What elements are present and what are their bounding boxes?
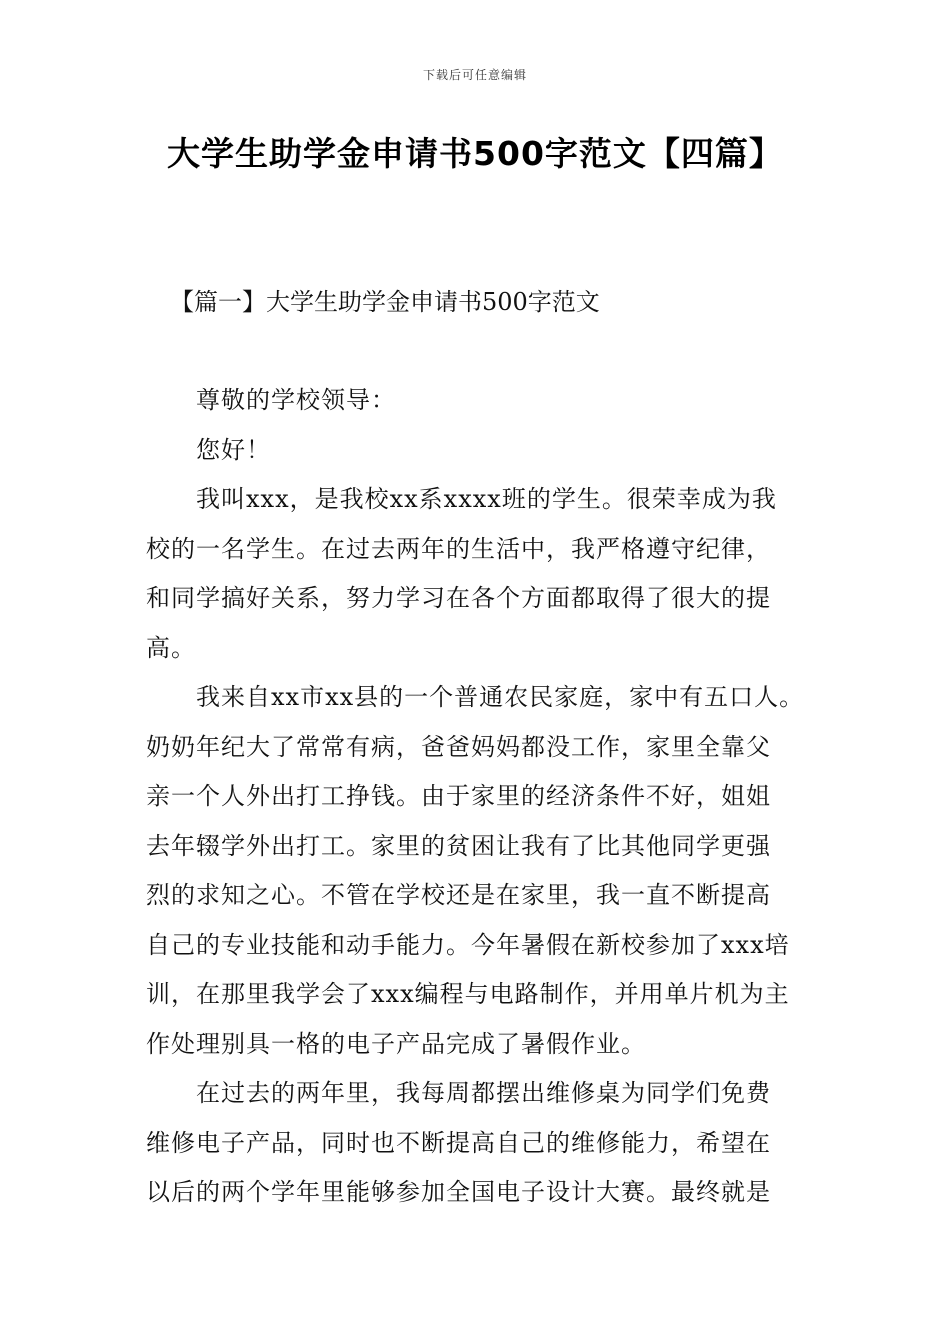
section-heading: 【篇一】大学生助学金申请书500字范文 bbox=[170, 288, 600, 316]
paragraph-line: 我叫xxx，是我校xx系xxxx班的学生。很荣幸成为我 bbox=[196, 485, 777, 513]
paragraph-line: 高。 bbox=[146, 633, 196, 662]
paragraph-line: 我来自xx市xx县的一个普通农民家庭，家中有五口人。 bbox=[196, 683, 805, 711]
paragraph-line: 在过去的两年里，我每周都摆出维修桌为同学们免费 bbox=[196, 1079, 771, 1107]
document-title: 大学生助学金申请书500字范文【四篇】 bbox=[167, 134, 783, 173]
paragraph-line: 去年辍学外出打工。家里的贫困让我有了比其他同学更强 bbox=[146, 831, 771, 860]
salutation-line: 尊敬的学校领导： bbox=[196, 386, 396, 414]
paragraph-line: 以后的两个学年里能够参加全国电子设计大赛。最终就是 bbox=[146, 1178, 771, 1206]
paragraph-line: 和同学搞好关系，努力学习在各个方面都取得了很大的提 bbox=[146, 584, 771, 612]
paragraph-line: 校的一名学生。在过去两年的生活中，我严格遵守纪律， bbox=[146, 534, 771, 563]
paragraph-line: 作处理别具一格的电子产品完成了暑假作业。 bbox=[146, 1029, 646, 1058]
paragraph-line: 自己的专业技能和动手能力。今年暑假在新校参加了xxx培 bbox=[146, 930, 790, 959]
paragraph-line: 训，在那里我学会了xxx编程与电路制作，并用单片机为主 bbox=[146, 980, 790, 1008]
paragraph-line: 烈的求知之心。不管在学校还是在家里，我一直不断提高 bbox=[146, 881, 771, 909]
paragraph-line: 奶奶年纪大了常常有病，爸爸妈妈都没工作，家里全靠父 bbox=[146, 732, 771, 761]
letter-body bbox=[146, 376, 826, 1218]
greeting-line: 您好！ bbox=[196, 435, 271, 464]
header-note: 下载后可任意编辑 bbox=[422, 68, 527, 82]
paragraph-line: 维修电子产品，同时也不断提高自己的维修能力，希望在 bbox=[146, 1128, 771, 1157]
paragraph-line: 亲一个人外出打工挣钱。由于家里的经济条件不好，姐姐 bbox=[146, 782, 771, 810]
